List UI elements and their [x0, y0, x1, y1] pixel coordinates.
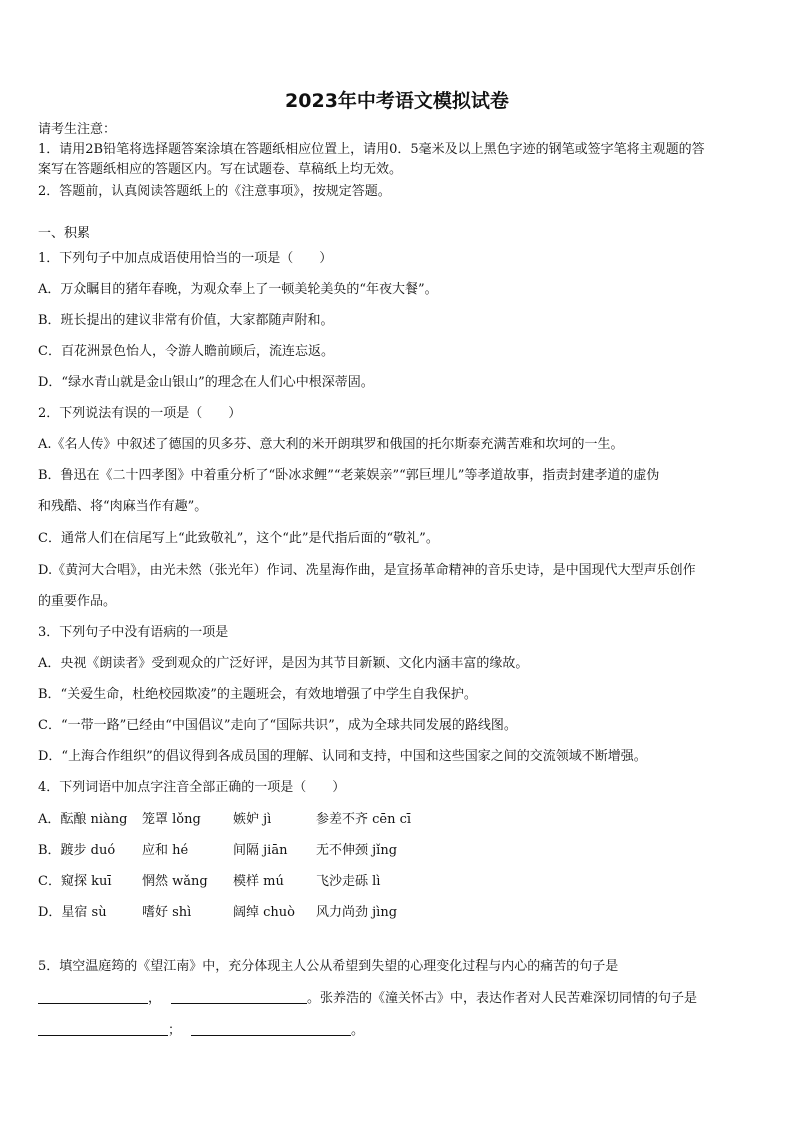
question-4-stem: 4．下列词语中加点字注音全部正确的一项是（ ）	[38, 780, 346, 795]
question-3-stem: 3．下列句子中没有语病的一项是	[38, 625, 229, 640]
pinyin-item: 应和 hé	[142, 843, 189, 858]
pinyin-item: D．星宿 sù	[38, 905, 107, 920]
question-4-option-b	[38, 842, 758, 859]
question-2-option-c: C．通常人们在信尾写上“此致敬礼”，这个“此”是代指后面的“敬礼”。	[38, 531, 439, 546]
question-5-line-3	[38, 1021, 364, 1039]
question-5-stem: 5．填空温庭筠的《望江南》中，充分体现主人公从希望到失望的心理变化过程与内心的痛苦的句子是	[38, 959, 619, 974]
pinyin-item: 嗜好 shì	[142, 905, 192, 920]
notice-heading: 请考生注意：	[38, 122, 117, 137]
punctuation: 。	[351, 1023, 365, 1038]
question-5-line-2	[38, 989, 697, 1007]
notice-item: 案写在答题纸相应的答题区内。写在试题卷、草稿纸上均无效。	[38, 162, 403, 177]
pinyin-item: 惘然 wǎng	[142, 874, 208, 889]
answer-blank[interactable]	[38, 989, 148, 1004]
question-3-option-a: A．央视《朗读者》受到观众的广泛好评，是因为其节目新颖、文化内涵丰富的缘故。	[38, 656, 529, 671]
question-5-middle-text: 。张养浩的《潼关怀古》中，表达作者对人民苦难深切同情的句子是	[307, 991, 698, 1006]
punctuation: ；	[168, 1023, 182, 1038]
pinyin-item: B．踱步 duó	[38, 843, 116, 858]
exam-title: 2023年中考语文模拟试卷	[285, 90, 509, 112]
question-2-option-b-cont: 和残酷、将“肉麻当作有趣”。	[38, 499, 208, 514]
notice-item: 1．请用2B铅笔将选择题答案涂填在答题纸相应位置上，请用0．5毫米及以上黑色字迹的钢笔或签字笔将主观题的答	[38, 142, 705, 157]
section-heading: 一、积累	[38, 226, 91, 241]
answer-blank[interactable]	[191, 1021, 351, 1036]
question-1-option-a: A．万众瞩目的猪年春晚，为观众奉上了一顿美轮美奂的“年夜大餐”。	[38, 282, 438, 297]
punctuation: ，	[148, 991, 162, 1006]
question-2-option-a: A.《名人传》中叙述了德国的贝多芬、意大利的米开朗琪罗和俄国的托尔斯泰充满苦难和坎坷的一生。	[38, 437, 624, 452]
question-4-option-a	[38, 811, 758, 828]
pinyin-item: A．酝酿 niàng	[38, 812, 128, 827]
question-2-stem: 2．下列说法有误的一项是（ ）	[38, 406, 242, 421]
pinyin-item: 间隔 jiān	[233, 843, 288, 858]
question-4-option-c	[38, 873, 758, 890]
pinyin-item: 飞沙走砾 lì	[316, 874, 381, 889]
question-1-option-b: B．班长提出的建议非常有价值，大家都随声附和。	[38, 313, 334, 328]
question-3-option-b: B．“关爱生命，杜绝校园欺凌”的主题班会，有效地增强了中学生自我保护。	[38, 687, 477, 702]
answer-blank[interactable]	[38, 1021, 168, 1036]
pinyin-item: 风力尚劲 jìng	[316, 905, 398, 920]
pinyin-item: 无不伸颈 jǐng	[316, 843, 398, 858]
notice-item: 2．答题前，认真阅读答题纸上的《注意事项》，按规定答题。	[38, 184, 391, 199]
pinyin-item: 笼罩 lǒng	[142, 812, 201, 827]
answer-blank[interactable]	[171, 989, 307, 1004]
question-1-option-d: D．“绿水青山就是金山银山”的理念在人们心中根深蒂固。	[38, 375, 374, 390]
question-1-stem: 1．下列句子中加点成语使用恰当的一项是（ ）	[38, 251, 333, 266]
pinyin-item: 参差不齐 cēn cī	[316, 812, 412, 827]
pinyin-item: 阔绰 chuò	[233, 905, 295, 920]
question-2-option-b: B．鲁迅在《二十四孝图》中着重分析了“卧冰求鲤”“老莱娱亲”“郭巨埋儿”等孝道故事，指责封建孝道的虚伪	[38, 468, 660, 483]
pinyin-item: 嫉妒 jì	[233, 812, 272, 827]
question-1-option-c: C．百花洲景色怡人，令游人瞻前顾后，流连忘返。	[38, 344, 334, 359]
question-2-option-d-cont: 的重要作品。	[38, 594, 117, 609]
pinyin-item: C．窥探 kuī	[38, 874, 112, 889]
question-4-option-d	[38, 904, 758, 921]
question-3-option-d: D．“上海合作组织”的倡议得到各成员国的理解、认同和支持，中国和这些国家之间的交流领域不断增强。	[38, 749, 647, 764]
pinyin-item: 模样 mú	[233, 874, 284, 889]
question-2-option-d: D.《黄河大合唱》，由光未然（张光年）作词、冼星海作曲，是宣扬革命精神的音乐史诗，是中国现代大型声乐创作	[38, 563, 696, 578]
question-3-option-c: C．“一带一路”已经由“中国倡议”走向了“国际共识”，成为全球共同发展的路线图。	[38, 718, 517, 733]
